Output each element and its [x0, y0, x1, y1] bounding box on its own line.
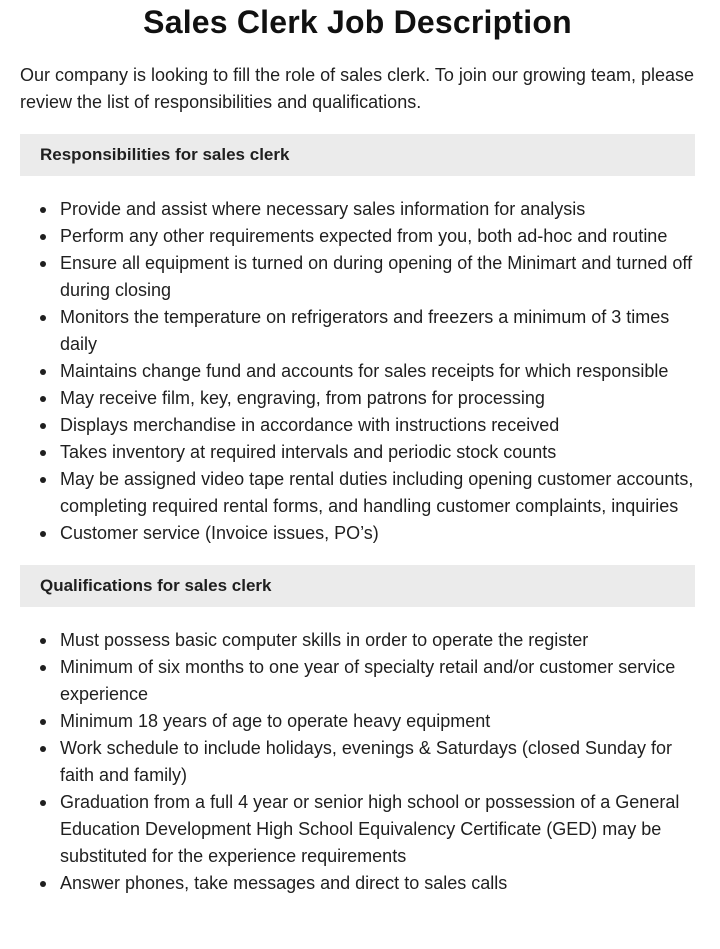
list-item-text: Work schedule to include holidays, evenings & Saturdays (closed Sunday for faith and family)	[60, 738, 673, 785]
list-item-text: Takes inventory at required intervals and periodic stock counts	[60, 442, 557, 462]
bullet-icon	[40, 477, 46, 483]
list-item	[60, 196, 695, 223]
bullet-icon	[40, 638, 46, 644]
bullet-icon	[40, 315, 46, 321]
list-item-text: Minimum 18 years of age to operate heavy equipment	[60, 711, 491, 731]
list-item	[60, 654, 695, 708]
list-item	[60, 520, 695, 547]
list-item	[60, 627, 695, 654]
list-item-text: Minimum of six months to one year of specialty retail and/or customer service experience	[60, 657, 676, 704]
list-item-text: Must possess basic computer skills in order to operate the register	[60, 630, 589, 650]
responsibilities-list	[20, 196, 695, 547]
list-item-text: Customer service (Invoice issues, PO’s)	[60, 523, 379, 543]
list-item	[60, 439, 695, 466]
list-item-text: Perform any other requirements expected from you, both ad-hoc and routine	[60, 226, 668, 246]
list-item-text: Answer phones, take messages and direct to sales calls	[60, 873, 508, 893]
qualifications-list	[20, 627, 695, 897]
bullet-icon	[40, 800, 46, 806]
list-item	[60, 304, 695, 358]
bullet-icon	[40, 450, 46, 456]
bullet-icon	[40, 261, 46, 267]
list-item	[60, 412, 695, 439]
list-item	[60, 385, 695, 412]
bullet-icon	[40, 719, 46, 725]
job-description-document	[20, 0, 695, 897]
list-item-text: Ensure all equipment is turned on during opening of the Minimart and turned off during closing	[60, 253, 693, 300]
bullet-icon	[40, 207, 46, 213]
list-item	[60, 466, 695, 520]
bullet-icon	[40, 746, 46, 752]
qualifications-heading: Qualifications for sales clerk	[20, 565, 695, 607]
list-item	[60, 223, 695, 250]
bullet-icon	[40, 369, 46, 375]
list-item	[60, 708, 695, 735]
bullet-icon	[40, 881, 46, 887]
bullet-icon	[40, 531, 46, 537]
list-item-text: Provide and assist where necessary sales information for analysis	[60, 199, 586, 219]
list-item	[60, 870, 695, 897]
list-item-text: May receive film, key, engraving, from patrons for processing	[60, 388, 545, 408]
list-item-text: Maintains change fund and accounts for sales receipts for which responsible	[60, 361, 669, 381]
bullet-icon	[40, 665, 46, 671]
intro-paragraph: Our company is looking to fill the role of sales clerk. To join our growing team, please review the list of responsibilities and qualifications.	[20, 65, 694, 112]
list-item-text: Displays merchandise in accordance with instructions received	[60, 415, 560, 435]
list-item-text: May be assigned video tape rental duties including opening customer accounts, completing required rental forms, and handling customer complaints, inquiries	[60, 469, 694, 516]
list-item-text: Monitors the temperature on refrigerators and freezers a minimum of 3 times daily	[60, 307, 670, 354]
list-item	[60, 735, 695, 789]
list-item-text: Graduation from a full 4 year or senior high school or possession of a General Education Development High School Equivalency Certificate (GED) may be substituted for the experience requirements	[60, 792, 680, 866]
list-item	[60, 358, 695, 385]
bullet-icon	[40, 234, 46, 240]
responsibilities-heading: Responsibilities for sales clerk	[20, 134, 695, 176]
bullet-icon	[40, 396, 46, 402]
list-item	[60, 250, 695, 304]
page-title: Sales Clerk Job Description	[143, 4, 572, 40]
bullet-icon	[40, 423, 46, 429]
list-item	[60, 789, 695, 870]
